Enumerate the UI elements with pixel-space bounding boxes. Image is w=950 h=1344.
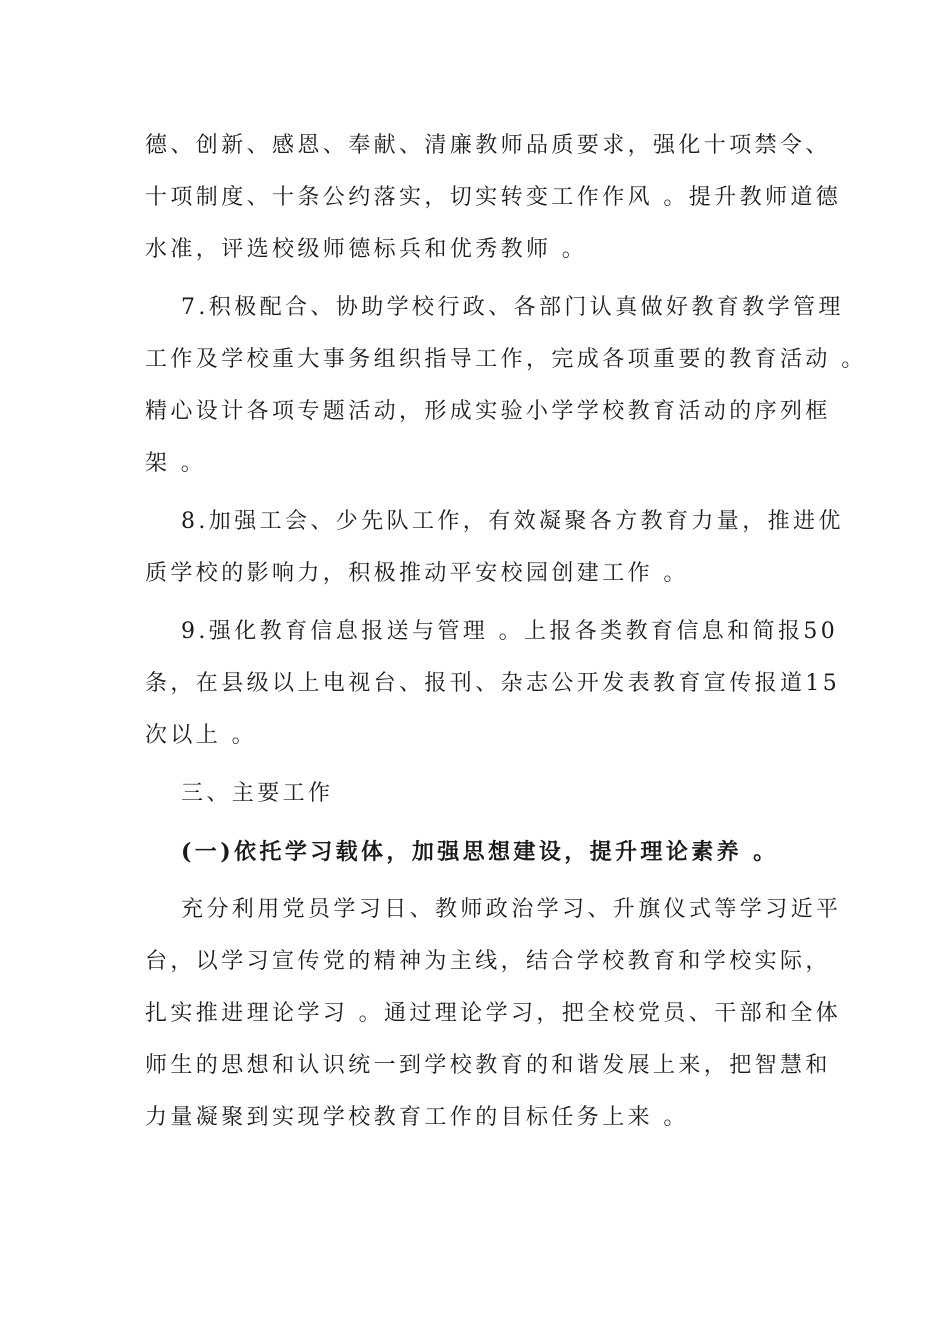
text-line: 精心设计各项专题活动，形成实验小学学校教育活动的序列框 [145, 399, 831, 424]
text-line: 9.强化教育信息报送与管理 。上报各类教育信息和简报50 [181, 619, 839, 644]
text-line: 台，以学习宣传党的精神为主线，结合学校教育和学校实际， [145, 949, 831, 974]
paragraph-theory-study [145, 884, 842, 1144]
document-page [145, 120, 867, 1144]
text-line: 力量凝聚到实现学校教育工作的目标任务上来 。 [145, 1105, 689, 1130]
paragraph-item-8 [145, 496, 844, 600]
text-line: 质学校的影响力，积极推动平安校园创建工作 。 [145, 561, 689, 586]
text-line: 8.加强工会、少先队工作，有效凝聚各方教育力量，推进优 [181, 509, 844, 534]
subsection-title: (一)依托学习载体，加强思想建设，提升理论素养 。 [181, 839, 779, 865]
paragraph-teacher-ethics [145, 120, 842, 276]
text-line: 次以上 。 [145, 723, 257, 748]
text-line: 工作及学校重大事务组织指导工作，完成各项重要的教育活动 。 [145, 347, 867, 372]
text-line: 水准，评选校级师德标兵和优秀教师 。 [145, 237, 588, 262]
text-line: 条，在县级以上电视台、报刊、杂志公开发表教育宣传报道15 [145, 671, 841, 696]
text-line: 7.积极配合、协助学校行政、各部门认真做好教育教学管理 [181, 295, 844, 320]
paragraph-item-9 [145, 606, 841, 762]
text-line: 德、创新、感恩、奉献、清廉教师品质要求，强化十项禁令、 [145, 133, 831, 158]
text-line: 架 。 [145, 451, 207, 476]
section-title: 三、主要工作 [181, 781, 334, 806]
text-line: 师生的思想和认识统一到学校教育的和谐发展上来，把智慧和 [145, 1053, 831, 1078]
text-line: 十项制度、十条公约落实，切实转变工作作风 。提升教师道德 [145, 185, 842, 210]
text-line: 充分利用党员学习日、教师政治学习、升旗仪式等学习近平 [181, 897, 842, 922]
paragraph-item-7 [145, 282, 867, 490]
section-heading [145, 768, 810, 820]
subsection-heading [145, 826, 810, 878]
text-line: 扎实推进理论学习 。通过理论学习，把全校党员、干部和全体 [145, 1001, 842, 1026]
